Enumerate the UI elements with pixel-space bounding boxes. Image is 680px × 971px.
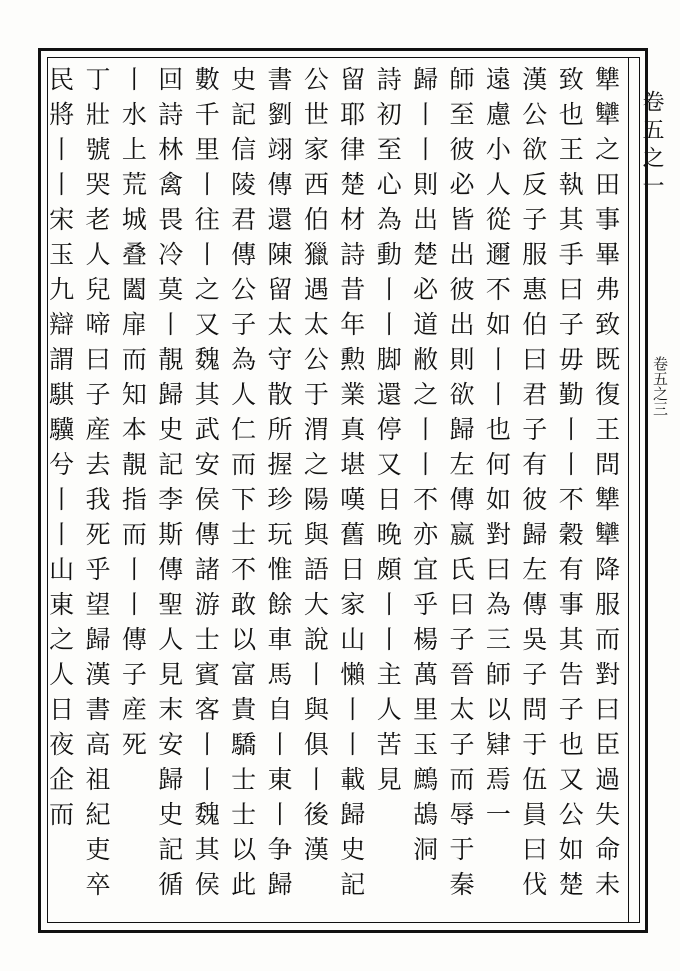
text-column: 丁壯號哭老人兒啼曰子産去我死乎望歸漢書高祖紀吏卒 bbox=[82, 66, 111, 906]
text-column: 公世家西伯獵遇太公于渭之陽與語大說丨與俱丨後漢 bbox=[300, 66, 330, 871]
text-column: 致也王執其手曰子毋勤丨丨不穀有事其告子也又公如楚 bbox=[555, 66, 585, 906]
text-column: 數千里丨往丨之又魏其武安侯傳諸游士賓客丨丨魏其侯 bbox=[191, 66, 221, 906]
text-column: 回詩林禽畏冷莫丨靚歸史記李斯傳聖人見末安歸史記循 bbox=[154, 66, 184, 906]
text-column: 民將丨丨宋玉九辯謂騏驥兮丨丨山東之人日夜企而 bbox=[45, 66, 75, 836]
chapter-tag: 卷五之三 bbox=[651, 356, 669, 416]
text-column: 丨水上荒城叠闔扉而知本靚指而丨丨傳子産死 bbox=[118, 66, 148, 766]
header-label: 卷五之一 bbox=[639, 90, 664, 202]
text-column: 漢公欲反子服惠伯曰君子有彼歸左傳吳子問于伍員曰伐 bbox=[518, 66, 548, 906]
text-column: 遠慮小人從邇不如丨丨也何如對曰為三師以肄焉一 bbox=[482, 66, 512, 836]
text-column: 師至彼必皆出彼出則欲歸左傳嬴氏曰子晉太子而辱于秦 bbox=[446, 66, 475, 906]
text-column: 歸丨丨則出楚必道敝之丨丨不亦宜乎楊萬里玉鷓鴣洞 bbox=[409, 66, 439, 871]
text-column: 留耶律楚材詩昔年勲業真堪嘆舊日家山懶丨丨載歸史記 bbox=[336, 66, 366, 906]
margin-rule bbox=[628, 57, 629, 923]
text-column: 史記信陵君傳公子為人仁而下士不敢以富貴驕士士以此 bbox=[227, 66, 257, 906]
text-column: 書劉翊傳還陳留太守散所握珍玩惟餘車馬自丨東丨争歸 bbox=[264, 66, 293, 906]
text-column: 犨犫之田事畢弗致既復王問犨犫降服而對曰臣過失命未 bbox=[591, 66, 621, 906]
text-column: 詩初至心為動丨丨脚還停又日晚頗丨丨主人苦見 bbox=[373, 66, 403, 801]
